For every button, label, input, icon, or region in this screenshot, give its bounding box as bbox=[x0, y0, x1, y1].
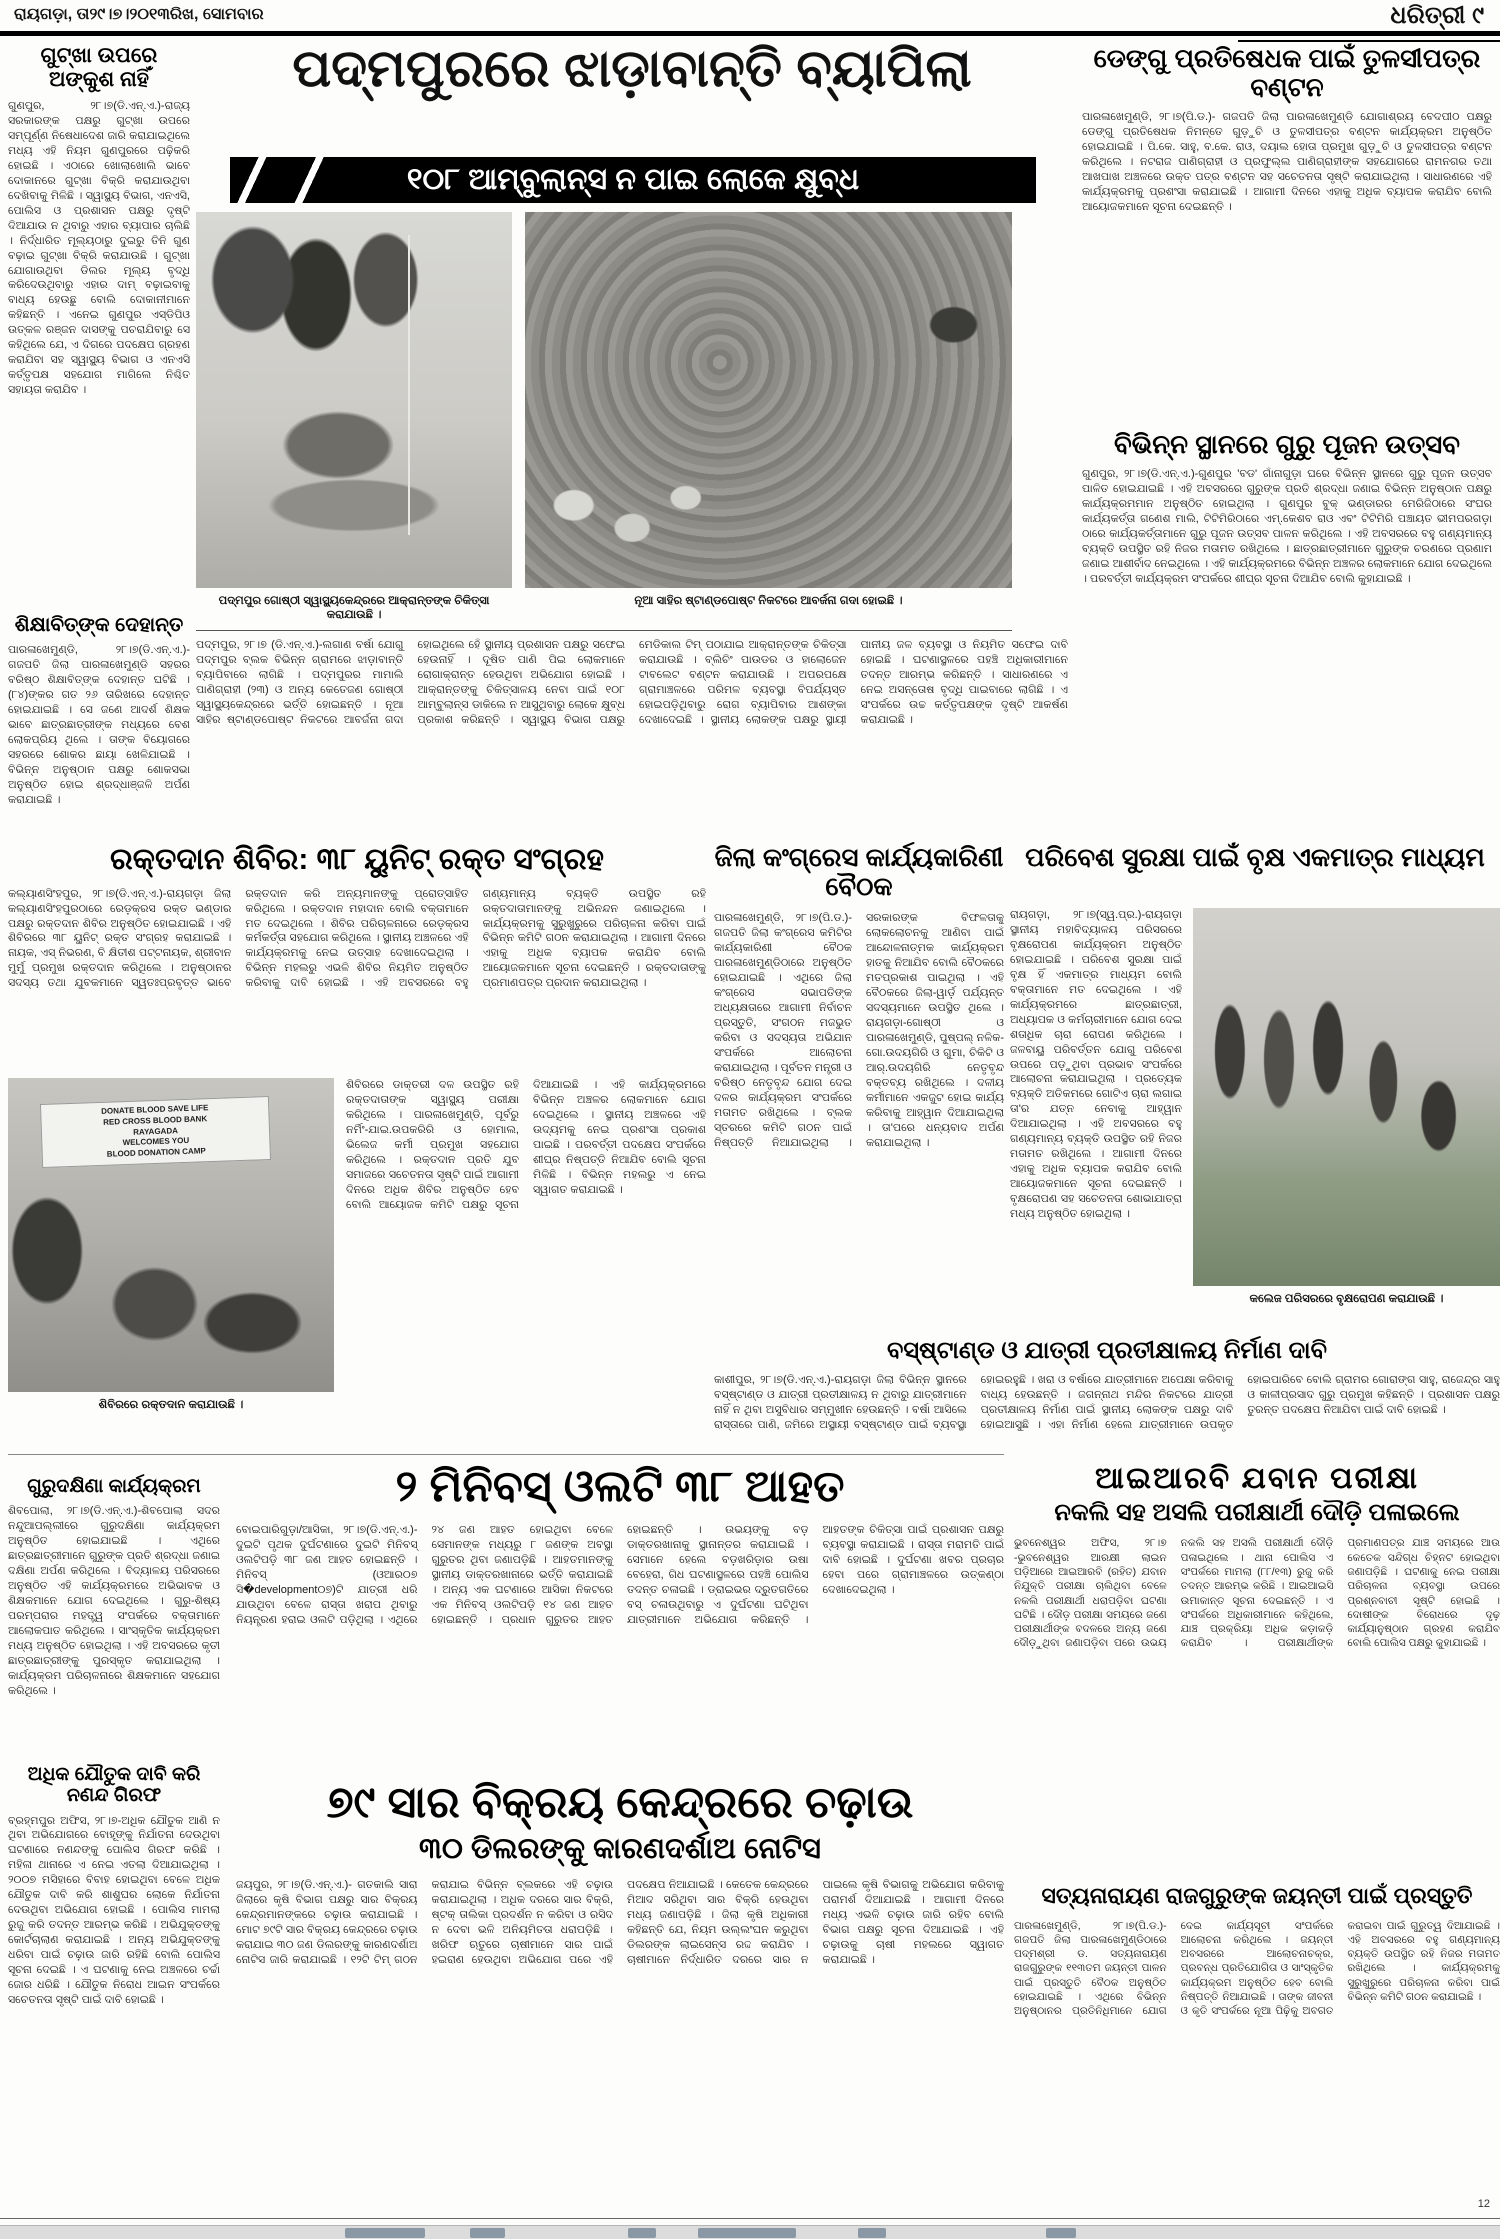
busstand-headline: ବସ୍‌ଷ୍ଟାଣ୍ଡ ଓ ଯାତ୍ରୀ ପ୍ରତୀକ୍ଷାଳୟ ନିର୍ମାଣ ଦାବି bbox=[887, 1337, 1327, 1364]
guru-pujan-body: ଗୁଣପୁର, ୨୮।୭(ଡି.ଏନ୍.ଏ.)-ଗୁଣପୁର 'ବଡ' ଗାଁନାଗୁଡ଼ା ଘରେ ବିଭିନ୍ନ ସ୍ଥାନରେ ଗୁରୁ ପୂଜନ ଉତ୍ସବ ପାଳିତ ହୋଇଯାଇଛି । ଏହି ଅବସରରେ ଗୁରୁଙ୍କ ପ୍ରତି ଶ୍ରଦ୍ଧା ଜଣାଇ ବିଭିନ୍ନ ଅନୁଷ୍ଠାନ ପକ୍ଷରୁ କାର୍ଯ୍ୟକ୍ରମମାନ ଅନୁଷ୍ଠିତ ହୋଇଥିଲା । ଗୁଣପୁର ବୁକ୍ ଭଣ୍ଡାରର ମେରିଜିଠାରେ ସଂଘର କାର୍ଯ୍ୟକର୍ତ୍ତା ଗଣେଶ ମାଲି, ଟିଟିମିରିଠାରେ ଏମ୍.କେଶବ ରାଓ ଏବଂ ଟିଟିମିରି ପଞ୍ଚାୟତ ଭୀମପରଗଡ଼ା ଠାରେ କାର୍ଯ୍ୟକର୍ତ୍ତାମାନେ ଗୁରୁ ପୂଜନ ଉତ୍ସବ ପାଳନ କରିଥିଲେ । ଏହି ଅବସରରେ ବହୁ ଗଣ୍ୟମାନ୍ୟ ବ୍ୟକ୍ତି ଉପସ୍ଥିତ ରହି ନିଜର ମତାମତ ରଖିଥିଲେ । ଛାତ୍ରଛାତ୍ରୀମାନେ ଗୁରୁଙ୍କ ଚରଣରେ ପ୍ରଣାମ ଜଣାଇ ଆଶୀର୍ବାଦ ନେଇଥିଲେ । ଏହି କାର୍ଯ୍ୟକ୍ରମରେ ବିଭିନ୍ନ ଅଞ୍ଚଳର ଲୋକମାନେ ଯୋଗ ଦେଇଥିଲେ । ପରବର୍ତ୍ତୀ କାର୍ଯ୍ୟକ୍ରମ ସଂପର୍କରେ ଶୀଘ୍ର ସୂଚନା ଦିଆଯିବ ବୋଲି କୁହାଯାଇଛି । bbox=[1082, 468, 1492, 585]
bottom-scrollbar[interactable] bbox=[0, 2225, 1500, 2239]
banner-stripes-decoration bbox=[230, 157, 340, 203]
blood-camp-body-side: ଶିବିରରେ ଡାକ୍ତରୀ ଦଳ ଉପସ୍ଥିତ ରହି ରକ୍ତଦାତାଙ୍କ ସ୍ୱାସ୍ଥ୍ୟ ପରୀକ୍ଷା କରିଥିଲେ । ପାରଳାଖେମୁଣ୍ଡି, ପୂର୍ବରୁ ନର୍ମିଂ-ଯାଇ.ଉପକରିରି ଓ ହୋମାଲ, ଭିଲେଜ କର୍ମୀ ପ୍ରମୁଖ ସହଯୋଗ କରିଥିଲେ । ରକ୍ତଦାନ ପ୍ରତି ଯୁବ ସମାଜରେ ସଚେତନତା ସୃଷ୍ଟି ପାଇଁ ଆଗାମୀ ଦିନରେ ଅଧିକ ଶିବିର ଅନୁଷ୍ଠିତ ହେବ ବୋଲି ଆୟୋଜକ କମିଟି ପକ୍ଷରୁ ସୂଚନା ଦିଆଯାଇଛି । ଏହି କାର୍ଯ୍ୟକ୍ରମରେ ବିଭିନ୍ନ ଅଞ୍ଚଳର ଲୋକମାନେ ଯୋଗ ଦେଇଥିଲେ । ସ୍ଥାନୀୟ ଅଞ୍ଚଳରେ ଏହି ଉଦ୍ୟମକୁ ନେଇ ପ୍ରଶଂସା ପ୍ରକାଶ ପାଇଛି । ପରବର୍ତ୍ତୀ ପଦକ୍ଷେପ ସଂପର୍କରେ ଶୀଘ୍ର ନିଷ୍ପତ୍ତି ନିଆଯିବ ବୋଲି ସୂଚନା ମିଳିଛି । ବିଭିନ୍ନ ମହଲରୁ ଏ ନେଇ ସ୍ୱାଗତ କରାଯାଇଛି । bbox=[346, 1079, 706, 1211]
article-dengue bbox=[1082, 44, 1492, 426]
fertilizer-body: ଜୟପୁର, ୨୮।୭(ଡି.ଏନ୍.ଏ.)- ଗତକାଲି ସାରା ଜିଲାରେ କୃଷି ବିଭାଗ ପକ୍ଷରୁ ସାର ବିକ୍ରୟ କେନ୍ଦ୍ରମାନଙ୍କରେ ଚଢ଼ାଉ କରାଯାଇଛି । ମୋଟ ୭୯ଟି ସାର ବିକ୍ରୟ କେନ୍ଦ୍ରରେ ଚଢ଼ାଉ କରାଯାଇ ୩୦ ଜଣ ଡିଲରଙ୍କୁ କାରଣଦର୍ଶାଅ ନୋଟିସ ଜାରି କରାଯାଇଛି । ୧୨ଟି ଟିମ୍ ଗଠନ କରାଯାଇ ବିଭିନ୍ନ ବ୍ଲକରେ ଏହି ଚଢ଼ାଉ କରାଯାଇଥିଲା । ଅଧିକ ଦରରେ ସାର ବିକ୍ରି, ଷ୍ଟକ୍ ତାଲିକା ପ୍ରଦର୍ଶନ ନ କରିବା ଓ ରସିଦ ନ ଦେବା ଭଳି ଅନିୟମିତତା ଧରାପଡ଼ିଛି । ଖରିଫ ଋତୁରେ ଚାଷୀମାନେ ସାର ପାଇଁ ହଇରାଣ ହେଉଥିବା ଅଭିଯୋଗ ପରେ ଏହି ପଦକ୍ଷେପ ନିଆଯାଇଛି । କେତେକ କେନ୍ଦ୍ରରେ ମିଆଦ ସରିଥିବା ସାର ବିକ୍ରି ହେଉଥିବା ମଧ୍ୟ ଜଣାପଡ଼ିଛି । ଜିଲା କୃଷି ଅଧିକାରୀ କହିଛନ୍ତି ଯେ, ନିୟମ ଉଲ୍ଲଂଘନ କରୁଥିବା ଡିଲରଙ୍କ ଲାଇସେନ୍ସ ରଦ୍ଦ କରାଯିବ । ଚାଷୀମାନେ ନିର୍ଦ୍ଧାରିତ ଦରରେ ସାର ନ ପାଇଲେ କୃଷି ବିଭାଗକୁ ଅଭିଯୋଗ କରିବାକୁ ପରାମର୍ଶ ଦିଆଯାଇଛି । ଆଗାମୀ ଦିନରେ ମଧ୍ୟ ଏଭଳି ଚଢ଼ାଉ ଜାରି ରହିବ ବୋଲି ବିଭାଗ ପକ୍ଷରୁ ସୂଚନା ଦିଆଯାଇଛି । ଏହି ଚଢ଼ାଉକୁ ଚାଷୀ ମହଲରେ ସ୍ୱାଗତ କରାଯାଇଛି । bbox=[236, 1878, 1004, 1966]
main-banner bbox=[230, 157, 1036, 203]
masthead-brand: ଧରିତ୍ରୀ ୯ bbox=[1390, 2, 1484, 29]
dengue-body: ପାରଳାଖେମୁଣ୍ଡି, ୨୮।୭(ପି.ଡ.)- ଗଜପତି ଜିଲା ପାରଳାଖେମୁଣ୍ଡି ଯୋଗାଶ୍ରୟ ବେଦପୀଠ ପକ୍ଷରୁ ଡେଙ୍ଗୁ ପ୍ରତିଷେଧକ ନିମନ୍ତେ ଗୁଡ଼ୁଚି ଓ ତୁଳସୀପତ୍ର ବଣ୍ଟନ କାର୍ଯ୍ୟକ୍ରମ ଅନୁଷ୍ଠିତ ହୋଇଯାଇଛି । ପି.କେ. ସାହୁ, ବ.କେ. ରାଓ, ଦୟାଲ ହୋତା ପ୍ରମୁଖ ଗୁଡ଼ୁଚି ଓ ତୁଳସୀପତ୍ର ବଣ୍ଟନ କରିଥିଲେ । ନଟରାଜ ପାଣିଗ୍ରାହୀ ଓ ପ୍ରଫୁଲ୍ଲ ପାଣିଗ୍ରାହୀଙ୍କ ସହଯୋଗରେ ରାମନଗର ତଥା ଆଖପାଖ ଅଞ୍ଚଳରେ ଉକ୍ତ ପତ୍ର ବଣ୍ଟନ ସହ ସଚେତନତା ସୃଷ୍ଟି କରାଯାଇଥିଲା । ସାଧାରଣରେ ଏହି କାର୍ଯ୍ୟକ୍ରମକୁ ପ୍ରଶଂସା କରାଯାଇଛି । ଆଗାମୀ ଦିନରେ ଏହାକୁ ଅଧିକ ବ୍ୟାପକ କରାଯିବ ବୋଲି ଆୟୋଜକମାନେ ସୂଚନା ଦେଇଛନ୍ତି । bbox=[1082, 111, 1492, 213]
gurudakshina-body: ଶିବପୋଲା, ୨୮।୭(ଡି.ଏନ୍.ଏ.)-ଶିବପୋଲା ସଦର ନନ୍ଦୁଆପଲ୍ଲୀରେ ଗୁରୁଦକ୍ଷିଣା କାର୍ଯ୍ୟକ୍ରମ ଅନୁଷ୍ଠିତ ହୋଇଯାଇଛି । ଏଥିରେ ଛାତ୍ରଛାତ୍ରୀମାନେ ଗୁରୁଙ୍କ ପ୍ରତି ଶ୍ରଦ୍ଧା ଜଣାଇ ଦକ୍ଷିଣା ଅର୍ପଣ କରିଥିଲେ । ବିଦ୍ୟାଳୟ ପରିସରରେ ଅନୁଷ୍ଠିତ ଏହି କାର୍ଯ୍ୟକ୍ରମରେ ଅଭିଭାବକ ଓ ଶିକ୍ଷକମାନେ ଯୋଗ ଦେଇଥିଲେ । ଗୁରୁ-ଶିଷ୍ୟ ପରମ୍ପରାର ମହତ୍ତ୍ୱ ସଂପର୍କରେ ବକ୍ତାମାନେ ଆଲୋକପାତ କରିଥିଲେ । ସାଂସ୍କୃତିକ କାର୍ଯ୍ୟକ୍ରମ ମଧ୍ୟ ଅନୁଷ୍ଠିତ ହୋଇଥିଲା । ଏହି ଅବସରରେ କୃତୀ ଛାତ୍ରଛାତ୍ରୀଙ୍କୁ ପୁରସ୍କୃତ କରାଯାଇଥିଲା । କାର୍ଯ୍ୟକ୍ରମ ପରିଚାଳନାରେ ଶିକ୍ଷକମାନେ ସହଯୋଗ କରିଥିଲେ । bbox=[8, 1505, 220, 1697]
photo-treatment bbox=[196, 212, 512, 588]
article-congress bbox=[714, 843, 1004, 1333]
main-headline: ପଦ୍ମପୁରରେ ଝାଡ଼ାବାନ୍ତି ବ୍ୟାପିଲା bbox=[292, 40, 972, 98]
congress-headline: ଜିଲା କଂଗ୍ରେସ କାର୍ଯ୍ୟକାରିଣୀ ବୈଠକ bbox=[714, 842, 1004, 902]
article-blood-camp bbox=[8, 843, 706, 1075]
blood-camp-body: କଲ୍ୟାଣସିଂହପୁର, ୨୮।୭(ଡି.ଏନ୍.ଏ.)-ରାୟଗଡ଼ା ଜିଲା କଲ୍ୟାଣସିଂହପୁରଠାରେ ରେଡ଼କ୍ରସ ରକ୍ତ ଭଣ୍ଡାର ପକ୍ଷରୁ ରକ୍ତଦାନ ଶିବିର ଅନୁଷ୍ଠିତ ହୋଇଯାଇଛି । ଏହି ଶିବିରରେ ୩୮ ୟୁନିଟ୍ ରକ୍ତ ସଂଗ୍ରହ କରାଯାଇଛି । ନାୟକ, ଏସ୍ ନିଭରଣ, ବି କ୍ଷିତୀଶ ପଟ୍ଟନାୟକ, ଶ୍ରୀବାନ ମୁର୍ମୁ ପ୍ରମୁଖ ରକ୍ତଦାନ କରିଥିଲେ । ଅନୁଷ୍ଠାନର ସଦସ୍ୟ ତଥା ଯୁବକମାନେ ସ୍ୱତଃପ୍ରବୃତ୍ତ ଭାବେ ରକ୍ତଦାନ କରି ଅନ୍ୟମାନଙ୍କୁ ପ୍ରୋତ୍ସାହିତ କରିଥିଲେ । ରକ୍ତଦାନ ମହାଦାନ ବୋଲି ବକ୍ତାମାନେ ମତ ଦେଇଥିଲେ । ଶିବିର ପରିଚାଳନାରେ ରେଡ଼କ୍ରସ କର୍ମକର୍ତ୍ତା ସହଯୋଗ କରିଥିଲେ । ସ୍ଥାନୀୟ ଅଞ୍ଚଳରେ ଏହି କାର୍ଯ୍ୟକ୍ରମକୁ ନେଇ ଉତ୍ସାହ ଦେଖାଦେଇଥିଲା । ବିଭିନ୍ନ ମହଲରୁ ଏଭଳି ଶିବିର ନିୟମିତ ଅନୁଷ୍ଠିତ କରିବାକୁ ଦାବି ହୋଇଛି । ଏହି ଅବସରରେ ବହୁ ଗଣ୍ୟମାନ୍ୟ ବ୍ୟକ୍ତି ଉପସ୍ଥିତ ରହି ରକ୍ତଦାତାମାନଙ୍କୁ ଅଭିନନ୍ଦନ ଜଣାଇଥିଲେ । କାର୍ଯ୍ୟକ୍ରମକୁ ସୁରୁଖୁରୁରେ ପରିଚାଳନା କରିବା ପାଇଁ ବିଭିନ୍ନ କମିଟି ଗଠନ କରାଯାଇଥିଲା । ଆଗାମୀ ଦିନରେ ଏହାକୁ ଅଧିକ ବ୍ୟାପକ କରାଯିବ ବୋଲି ଆୟୋଜକମାନେ ସୂଚନା ଦେଇଛନ୍ତି । ରକ୍ତଦାତାଙ୍କୁ ପ୍ରମାଣପତ୍ର ପ୍ରଦାନ କରାଯାଇଥିଲା । bbox=[8, 887, 706, 990]
busstand-body: କାଶୀପୁର, ୨୮।୭(ଡି.ଏନ୍.ଏ.)-ରାୟଗଡ଼ା ଜିଲା ବିଭିନ୍ନ ସ୍ଥାନରେ ବସ୍‌ଷ୍ଟାଣ୍ଡ ଓ ଯାତ୍ରୀ ପ୍ରତୀକ୍ଷାଳୟ ନ ଥିବାରୁ ଯାତ୍ରୀମାନେ ନାହିଁ ନ ଥିବା ଅସୁବିଧାର ସମ୍ମୁଖୀନ ହେଉଛନ୍ତି । ବର୍ଷା ଆସିଲେ ରାସ୍ତାରେ ପାଣି, ଜମିରେ ଅସ୍ଥାୟୀ ବସ୍‌ଷ୍ଟାଣ୍ଡ ପାଇଁ ବ୍ୟବସ୍ଥା ହୋଇରହୁଛି । ଖରା ଓ ବର୍ଷାରେ ଯାତ୍ରୀମାନେ ଅପେକ୍ଷା କରିବାକୁ ବାଧ୍ୟ ହେଉଛନ୍ତି । ଜଗନ୍ନାଥ ମନ୍ଦିର ନିକଟରେ ଯାତ୍ରୀ ପ୍ରତୀକ୍ଷାଳୟ ନିର୍ମାଣ ପାଇଁ ସ୍ଥାନୀୟ ଲୋକଙ୍କ ପକ୍ଷରୁ ଦାବି ହୋଇଆସୁଛି । ଏହା ନିର୍ମାଣ ହେଲେ ଯାତ୍ରୀମାନେ ଉପକୃତ ହୋଇପାରିବେ ବୋଲି ଗ୍ରାମର ଗୋରାଙ୍ଗ ସାହୁ, ରାଜେନ୍ଦ୍ର ସାହୁ ଓ କାଳୀପ୍ରସାଦ ଗୁରୁ ପ୍ରମୁଖ କହିଛନ୍ତି । ପ୍ରଶାସନ ପକ୍ଷରୁ ତୁରନ୍ତ ପଦକ୍ଷେପ ନିଆଯିବା ପାଇଁ ଦାବି ହୋଇଛି । bbox=[714, 1373, 1500, 1431]
banner-line: RED CROSS BLOOD BANK bbox=[102, 1113, 207, 1127]
main-body: ପଦ୍ମପୁର, ୨୮।୭ (ଡି.ଏନ୍.ଏ.)-ଲଗାଣ ବର୍ଷା ଯୋଗୁ ପଦ୍ମପୁର ବ୍ଲକ ବିଭିନ୍ନ ଗ୍ରାମରେ ଝାଡ଼ାବାନ୍ତି ବ୍ୟାପିବାରେ ଲାଗିଛି । ପଦ୍ମପୁରର ମାମାଲି ପାଣିଗ୍ରାହୀ (୨୩) ଓ ଅନ୍ୟ କେତେଜଣ ଗୋଷ୍ଠୀ ସ୍ୱାସ୍ଥ୍ୟକେନ୍ଦ୍ରରେ ଭର୍ତ୍ତି ହୋଇଛନ୍ତି । ନୂଆ ସାହିର ଷ୍ଟାଣ୍ଡପୋଷ୍ଟ ନିକଟରେ ଆବର୍ଜନା ଗଦା ହୋଇଥିଲେ ହେଁ ସ୍ଥାନୀୟ ପ୍ରଶାସନ ପକ୍ଷରୁ ସଫେଇ ହେଉନାହିଁ । ଦୂଷିତ ପାଣି ପିଇ ଲୋକମାନେ ରୋଗାକ୍ରାନ୍ତ ହେଉଥିବା ଅଭିଯୋଗ ହୋଇଛି । ଆକ୍ରାନ୍ତଙ୍କୁ ଚିକିତ୍ସାଳୟ ନେବା ପାଇଁ ୧୦୮ ଆମ୍ବୁଲାନ୍ସ ଡାକିଲେ ନ ଆସୁଥିବାରୁ ଲୋକେ କ୍ଷୁବ୍ଧ ପ୍ରକାଶ କରିଛନ୍ତି । ସ୍ୱାସ୍ଥ୍ୟ ବିଭାଗ ପକ୍ଷରୁ ମେଡିକାଲ ଟିମ୍ ପଠାଯାଇ ଆକ୍ରାନ୍ତଙ୍କ ଚିକିତ୍ସା କରାଯାଉଛି । ବ୍ଲିଚିଂ ପାଉଡର ଓ ହାଲୋଜେନ ଟାବଲେଟ ବଣ୍ଟନ କରାଯାଉଛି । ଅପରପକ୍ଷେ ଗ୍ରାମାଞ୍ଚଳରେ ପରିମଳ ବ୍ୟବସ୍ଥା ବିପର୍ଯ୍ୟସ୍ତ ହୋଇପଡ଼ିଥିବାରୁ ରୋଗ ବ୍ୟାପିବାର ଆଶଙ୍କା ଦେଖାଦେଇଛି । ସ୍ଥାନୀୟ ଲୋକଙ୍କ ପକ୍ଷରୁ ସ୍ଥାୟୀ ପାନୀୟ ଜଳ ବ୍ୟବସ୍ଥା ଓ ନିୟମିତ ସଫେଇ ଦାବି ହୋଇଛି । ଘଟଣାସ୍ଥଳରେ ପହଞ୍ଚି ଅଧିକାରୀମାନେ ତଦନ୍ତ ଆରମ୍ଭ କରିଛନ୍ତି । ସାଧାରଣରେ ଏ ନେଇ ଅସନ୍ତୋଷ ବୃଦ୍ଧି ପାଇବାରେ ଲାଗିଛି । ଏ ସଂପର୍କରେ ଉଚ୍ଚ କର୍ତ୍ତୃପକ୍ଷଙ୍କ ଦୃଷ୍ଟି ଆକର୍ଷଣ କରାଯାଇଛି । bbox=[196, 639, 1068, 726]
caption-tree-planting: କଲେଜ ପରିସରରେ ବୃକ୍ଷରୋପଣ କରାଯାଉଛି । bbox=[1249, 1293, 1444, 1305]
blood-camp-side-text bbox=[346, 1078, 706, 1422]
scrollbar-thumb[interactable] bbox=[698, 2228, 796, 2238]
irb-headline: ଆଇଆରବି ଯବାନ ପରୀକ୍ଷା bbox=[1095, 1462, 1419, 1495]
article-guru-pujan bbox=[1082, 430, 1492, 834]
obituary-headline: ଶିକ୍ଷାବିତ୍‌ଙ୍କ ଦେହାନ୍ତ bbox=[14, 614, 184, 636]
minibus-body: ବୋଇପାରିଗୁଡ଼ା/ଆସିକା, ୨୮।୭(ଡି.ଏନ୍.ଏ.)-ଦୁଇଟି ପୃଥକ ଦୁର୍ଘଟଣାରେ ଦୁଇଟି ମିନିବସ୍ ଓଲଟିପଡ଼ି ୩୮ ଜଣ ଆହତ ହୋଇଛନ୍ତି । ମିନିବସ୍ (ଓଆର୦୭ ସି�development୦୭)ଟି ଯାତ୍ରୀ ଧରି ଯାଉଥିବା ବେଳେ ରାସ୍ତା ଖରାପ ଥିବାରୁ ନିୟନ୍ତ୍ରଣ ହରାଇ ଓଲଟି ପଡ଼ିଥିଲା । ଏଥିରେ ୨୪ ଜଣ ଆହତ ହୋଇଥିବା ବେଳେ ସେମାନଙ୍କ ମଧ୍ୟରୁ ୮ ଜଣଙ୍କ ଅବସ୍ଥା ଗୁରୁତର ଥିବା ଜଣାପଡ଼ିଛି । ଆହତମାନଙ୍କୁ ସ୍ଥାନୀୟ ଡାକ୍ତରଖାନାରେ ଭର୍ତ୍ତି କରାଯାଇଛି । ଅନ୍ୟ ଏକ ଘଟଣାରେ ଆସିକା ନିକଟରେ ଏକ ମିନିବସ୍ ଓଲଟିପଡ଼ି ୧୪ ଜଣ ଆହତ ହୋଇଛନ୍ତି । ପ୍ରଧାନ ଗୁରୁତର ଆହତ ହୋଇଛନ୍ତି । ଉଭୟଙ୍କୁ ବଡ଼ ଡାକ୍ତରଖାନାକୁ ସ୍ଥାନାନ୍ତର କରାଯାଇଛି । ସେମାନେ ହେଲେ ବଡ଼ଖରିଡ଼ାର ଉଷା ବେହେରା, ଗିଧ ଘଟଣାସ୍ଥଳରେ ପହଞ୍ଚି ପୋଲିସ ତଦନ୍ତ ଚଳାଇଛି । ଡ୍ରାଇଭର ଦ୍ରୁତଗତିରେ ବସ୍ ଚଳାଉଥିବାରୁ ଏ ଦୁର୍ଘଟଣା ଘଟିଥିବା ଯାତ୍ରୀମାନେ ଅଭିଯୋଗ କରିଛନ୍ତି । ଆହତଙ୍କ ଚିକିତ୍ସା ପାଇଁ ପ୍ରଶାସନ ପକ୍ଷରୁ ବ୍ୟବସ୍ଥା କରାଯାଇଛି । ରାସ୍ତା ମରାମତି ପାଇଁ ଦାବି ହୋଇଛି । ଦୁର୍ଘଟଣା ଖବର ପ୍ରଚାର ହେବା ପରେ ଗ୍ରାମାଞ୍ଚଳରେ ଉତ୍କଣ୍ଠା ଦେଖାଦେଇଥିଲା । bbox=[236, 1524, 1004, 1626]
article-satyanarayan bbox=[1014, 1884, 1500, 2212]
dengue-headline: ଡେଙ୍ଗୁ ପ୍ରତିଷେଧକ ପାଇଁ ତୁଳସୀପତ୍ର ବଣ୍ଟନ bbox=[1093, 43, 1481, 103]
main-banner-text: ୧୦୮ ଆମ୍ବୁଲାନ୍ସ ନ ପାଇ ଲୋକେ କ୍ଷୁବ୍ଧ bbox=[406, 163, 860, 196]
fertilizer-headline: ୭୯ ସାର ବିକ୍ରୟ କେନ୍ଦ୍ରରେ ଚଢ଼ାଉ bbox=[326, 1778, 914, 1827]
article-fertilizer bbox=[236, 1778, 1004, 2212]
irb-subheadline: ନକଲି ସହ ଅସଲି ପରୀକ୍ଷାର୍ଥୀ ଦୌଡ଼ି ପଳାଇଲେ bbox=[1054, 1498, 1460, 1526]
blood-camp-headline: ରକ୍ତଦାନ ଶିବିର: ୩୮ ୟୁନିଟ୍ ରକ୍ତ ସଂଗ୍ରହ bbox=[110, 843, 604, 876]
article-environment-body bbox=[1010, 908, 1182, 1328]
caption-treatment: ପଦ୍ମପୁର ଗୋଷ୍ଠୀ ସ୍ୱାସ୍ଥ୍ୟକେନ୍ଦ୍ରରେ ଆକ୍ରାନ୍ତଙ୍କ ଚିକିତ୍ସା କରାଯାଉଛି । bbox=[218, 595, 490, 622]
article-minibus bbox=[236, 1462, 1004, 1762]
satyanarayan-headline: ସତ୍ୟନାରାୟଣ ରାଜଗୁରୁଙ୍କ ଜୟନ୍ତୀ ପାଇଁ ପ୍ରସ୍ତୁତି bbox=[1041, 1883, 1473, 1908]
article-gutkha bbox=[8, 44, 190, 612]
congress-body: ପାରଳାଖେମୁଣ୍ଡି, ୨୮।୭(ପି.ଡ.)- ଗଜପତି ଜିଲା କଂଗ୍ରେସ କମିଟିର କାର୍ଯ୍ୟକାରିଣୀ ବୈଠକ ପାରଳାଖେମୁଣ୍ଡିଠାରେ ଅନୁଷ୍ଠିତ ହୋଇଯାଇଛି । ଏଥିରେ ଜିଲା କଂଗ୍ରେସ ସଭାପତିଙ୍କ ଅଧ୍ୟକ୍ଷତାରେ ଆଗାମୀ ନିର୍ବାଚନ ପ୍ରସ୍ତୁତି, ସଂଗଠନ ମଜଭୁତ କରିବା ଓ ସଦସ୍ୟତା ଅଭିଯାନ ସଂପର୍କରେ ଆଲୋଚନା କରାଯାଇଥିଲା । ପୂର୍ବତନ ମନ୍ତ୍ରୀ ଓ ବରିଷ୍ଠ ନେତୃବୃନ୍ଦ ଯୋଗ ଦେଇ ଦଳର କାର୍ଯ୍ୟକ୍ରମ ସଂପର୍କରେ ମତାମତ ରଖିଥିଲେ । ବ୍ଲକ ସ୍ତରରେ କମିଟି ଗଠନ ପାଇଁ ନିଷ୍ପତ୍ତି ନିଆଯାଇଥିଲା । ସରକାରଙ୍କ ବିଫଳତାକୁ ଲୋକଲୋଚନକୁ ଆଣିବା ପାଇଁ ଆନ୍ଦୋଳନାତ୍ମକ କାର୍ଯ୍ୟକ୍ରମ ହାତକୁ ନିଆଯିବ ବୋଲି ବୈଠକରେ ମତପ୍ରକାଶ ପାଇଥିଲା । ଏହି ବୈଠକରେ ଜିଲା-ୱାର୍ଡ଼ ପର୍ଯ୍ୟନ୍ତ ସଦସ୍ୟମାନେ ଉପସ୍ଥିତ ଥିଲେ । ରାୟଗଡ଼ା-ଗୋଷ୍ଠୀ ଓ ପାରଳାଖେମୁଣ୍ଡି, ପୁଷ୍ପଲ୍ ନଳିକ-ଗୋ.ଉଦୟଗିରି ଓ ଗୁମା, ଚିକିଟି ଓ ଆର୍.ଉଦୟଗିରି ନେତୃବୃନ୍ଦ ବକ୍ତବ୍ୟ ରଖିଥିଲେ । ଦଳୀୟ କର୍ମୀମାନେ ଏକଜୁଟ ହୋଇ କାର୍ଯ୍ୟ କରିବାକୁ ଆହ୍ୱାନ ଦିଆଯାଇଥିଲା । ତା'ପରେ ଧନ୍ୟବାଦ ଅର୍ପଣ କରାଯାଇଥିଲା । bbox=[714, 912, 1004, 1149]
caption-blood-camp: ଶିବିରରେ ରକ୍ତଦାନ କରାଯାଉଛି । bbox=[98, 1399, 244, 1411]
obituary-body: ପାରଳାଖେମୁଣ୍ଡି, ୨୮।୭(ଡି.ଏନ୍.ଏ.)- ଗଜପତି ଜିଲା ପାରଳାଖେମୁଣ୍ଡି ସହରର ବରିଷ୍ଠ ଶିକ୍ଷାବିତ୍‌ଙ୍କ ଦେହାନ୍ତ ଘଟିଛି । (୮୪)ଙ୍କର ଗତ ୨୬ ତାରିଖରେ ଦେହାନ୍ତ ହୋଇଯାଇଛି । ସେ ଜଣେ ଆଦର୍ଶ ଶିକ୍ଷକ ଭାବେ ଛାତ୍ରଛାତ୍ରୀଙ୍କ ମଧ୍ୟରେ ବେଶ ଲୋକପ୍ରିୟ ଥିଲେ । ତାଙ୍କ ବିୟୋଗରେ ସହରରେ ଶୋକର ଛାୟା ଖେଳିଯାଇଛି । ବିଭିନ୍ନ ଅନୁଷ୍ଠାନ ପକ୍ଷରୁ ଶୋକସଭା ଅନୁଷ୍ଠିତ ହୋଇ ଶ୍ରଦ୍ଧାଞ୍ଜଳି ଅର୍ପଣ କରାଯାଇଛି । bbox=[8, 644, 190, 806]
blood-camp-photo-banner bbox=[40, 1096, 271, 1168]
article-busstand bbox=[714, 1338, 1500, 1456]
page-number: 12 bbox=[1477, 2198, 1490, 2210]
gurudakshina-headline: ଗୁରୁଦକ୍ଷିଣା କାର୍ଯ୍ୟକ୍ରମ bbox=[27, 1476, 201, 1497]
satyanarayan-body: ପାରଳାଖେମୁଣ୍ଡି, ୨୮।୭(ପି.ଡ.)- ଗଜପତି ଜିଲା ପାରଳାଖେମୁଣ୍ଡିଠାରେ ପଦ୍ମଶ୍ରୀ ଡ. ସତ୍ୟନାରାୟଣ ରାଜଗୁରୁଙ୍କ ୧୧୩ତମ ଜୟନ୍ତୀ ପାଳନ ପାଇଁ ପ୍ରସ୍ତୁତି ବୈଠକ ଅନୁଷ୍ଠିତ ହୋଇଯାଇଛି । ଏଥିରେ ବିଭିନ୍ନ ଅନୁଷ୍ଠାନର ପ୍ରତିନିଧିମାନେ ଯୋଗ ଦେଇ କାର୍ଯ୍ୟସୂଚୀ ସଂପର୍କରେ ଆଲୋଚନା କରିଥିଲେ । ଜୟନ୍ତୀ ଅବସରରେ ଆଲୋଚନାଚକ୍ର, ପ୍ରବନ୍ଧ ପ୍ରତିଯୋଗିତା ଓ ସାଂସ୍କୃତିକ କାର୍ଯ୍ୟକ୍ରମ ଅନୁଷ୍ଠିତ ହେବ ବୋଲି ନିଷ୍ପତ୍ତି ନିଆଯାଇଛି । ତାଙ୍କ ଜୀବନୀ ଓ କୃତି ସଂପର୍କରେ ନୂଆ ପିଢ଼ିକୁ ଅବଗତ କରାଇବା ପାଇଁ ଗୁରୁତ୍ୱ ଦିଆଯାଇଛି । ଏହି ଅବସରରେ ବହୁ ଗଣ୍ୟମାନ୍ୟ ବ୍ୟକ୍ତି ଉପସ୍ଥିତ ରହି ନିଜର ମତାମତ ରଖିଥିଲେ । କାର୍ଯ୍ୟକ୍ରମକୁ ସୁରୁଖୁରୁରେ ପରିଚାଳନା କରିବା ପାଇଁ ବିଭିନ୍ନ କମିଟି ଗଠନ କରାଯାଇଛି । bbox=[1014, 1919, 1500, 2018]
photo-tree-planting bbox=[1193, 908, 1500, 1286]
bottom-rule bbox=[0, 2218, 1500, 2219]
masthead-rule bbox=[0, 31, 1500, 36]
dowry-body: ବ୍ରହ୍ମପୁର ଅଫିସ, ୨୮।୭-ଅଧିକ ଯୌତୁକ ଆଣି ନ ଥିବା ଅଭିଯୋଗରେ ବୋହୂଙ୍କୁ ନିର୍ଯାତନା ଦେଉଥିବା ଘଟଣାରେ ନଣନ୍ଦଙ୍କୁ ପୋଲିସ ଗିରଫ କରିଛି । ମହିଳା ଥାନାରେ ଏ ନେଇ ଏତଲା ଦିଆଯାଇଥିଲା । ୨୦୦୭ ମସିହାରେ ବିବାହ ହୋଇଥିବା ବେଳେ ଅଧିକ ଯୌତୁକ ଦାବି କରି ଶାଶୁଘର ଲୋକେ ନିର୍ଯାତନା ଦେଉଥିବା ଅଭିଯୋଗ ହୋଇଛି । ପୋଲିସ ମାମଲା ରୁଜୁ କରି ତଦନ୍ତ ଆରମ୍ଭ କରିଛି । ଅଭିଯୁକ୍ତଙ୍କୁ କୋର୍ଟଚାଲାଣ କରାଯାଇଛି । ଅନ୍ୟ ଅଭିଯୁକ୍ତଙ୍କୁ ଧରିବା ପାଇଁ ଚଢ଼ାଉ ଜାରି ରହିଛି ବୋଲି ପୋଲିସ ସୂଚନା ଦେଇଛି । ଏ ଘଟଣାକୁ ନେଇ ଅଞ୍ଚଳରେ ଚର୍ଚ୍ଚା ଜୋର ଧରିଛି । ଯୌତୁକ ନିରୋଧ ଆଇନ ସଂପର୍କରେ ସଚେତନତା ସୃଷ୍ଟି ପାଇଁ ଦାବି ହୋଇଛି । bbox=[8, 1814, 220, 2006]
masthead-rule-right bbox=[1238, 40, 1500, 42]
banner-line: DONATE BLOOD SAVE LIFE bbox=[100, 1103, 209, 1116]
article-environment-head bbox=[1010, 843, 1500, 903]
scrollbar-thumb[interactable] bbox=[1046, 2228, 1076, 2238]
scrollbar-thumb[interactable] bbox=[628, 2228, 656, 2238]
minibus-headline: ୨ ମିନିବସ୍ ଓଲଟି ୩୮ ଆହତ bbox=[395, 1462, 845, 1511]
guru-pujan-headline: ବିଭିନ୍ନ ସ୍ଥାନରେ ଗୁରୁ ପୂଜନ ଉତ୍ସବ bbox=[1114, 429, 1460, 459]
photo-garbage bbox=[525, 212, 1012, 588]
iv-pole-shape bbox=[408, 235, 410, 536]
scrollbar-thumb[interactable] bbox=[858, 2228, 886, 2238]
caption-garbage: ନୂଆ ସାହିର ଷ୍ଟାଣ୍ଡପୋଷ୍ଟ ନିକଟରେ ଆବର୍ଜନା ଗଦା ହୋଇଛି । bbox=[634, 595, 903, 607]
photo-blood-camp bbox=[8, 1078, 334, 1392]
article-main-body bbox=[196, 638, 1068, 834]
environment-headline: ପରିବେଶ ସୁରକ୍ଷା ପାଇଁ ବୃକ୍ଷ ଏକମାତ୍ର ମାଧ୍ୟମ bbox=[1025, 842, 1485, 872]
banner-line: BLOOD DONATION CAMP bbox=[106, 1146, 206, 1159]
scrollbar-thumb[interactable] bbox=[470, 2228, 505, 2238]
fertilizer-subheadline: ୩୦ ଡିଲରଙ୍କୁ କାରଣଦର୍ଶାଅ ନୋଟିସ bbox=[419, 1833, 821, 1866]
banner-line: RAYAGADA bbox=[132, 1125, 178, 1137]
gutkha-body: ଗୁଣପୁର, ୨୮।୭(ଡି.ଏନ୍.ଏ.)-ରାଜ୍ୟ ସରକାରଙ୍କ ପକ୍ଷରୁ ଗୁଟ୍‌ଖା ଉପରେ ସମ୍ପୂର୍ଣ୍ଣ ନିଷେଧାଦେଶ ଜାରି କରାଯାଇଥିଲେ ମଧ୍ୟ ଏହି ନିୟମ ଗୁଣପୁରରେ ପଢ଼ିକରି ହୋଇଛି । ଏଠାରେ ଖୋଲାଖୋଲି ଭାବେ ଦୋକାନରେ ଗୁଟ୍‌ଖା ବିକ୍ରି କରାଯାଉଥିବା ଦେଖିବାକୁ ମିଳିଛି । ସ୍ୱାସ୍ଥ୍ୟ ବିଭାଗ, ଏନଏସି, ପୋଲିସ ଓ ପ୍ରଶାସନ ପକ୍ଷରୁ ଦୃଷ୍ଟି ଦିଆଯାଉ ନ ଥିବାରୁ ଏହାର ବ୍ୟାପାର ଚାଲିଛି । ନିର୍ଦ୍ଧାରିତ ମୂଲ୍ୟଠାରୁ ଦୁଇରୁ ତିନି ଗୁଣ ବଢ଼ାଇ ଗୁଟ୍‌ଖା ବିକ୍ରି କରାଯାଉଛି । ଗୁଟ୍‌ଖା ଯୋଗାଉଥିବା ଡିଲର ମୂଲ୍ୟ ବୃଦ୍ଧି କରିଦେଉଥିବାରୁ ଏହାର ଦାମ୍ ବଢ଼ାଇବାକୁ ବାଧ୍ୟ ହେଉଛୁ ବୋଲି ଦୋକାନୀମାନେ କହିଛନ୍ତି । ଏନେଇ ଗୁଣପୁର ଏସ୍‌ଡିପିଓ ଉତ୍କଳ ରଞ୍ଜନ ଦାସଙ୍କୁ ପଚରାଯିବାରୁ ସେ କହିଥିଲେ ଯେ, ଏ ଦିଗରେ ପଦକ୍ଷେପ ଗ୍ରହଣ କରାଯିବା ସହ ସ୍ୱାସ୍ଥ୍ୟ ବିଭାଗ ଓ ଏନଏସି କର୍ତ୍ତୃପକ୍ଷ ସହଯୋଗ ମାଗିଲେ ନିଶ୍ଚିତ ସହାୟତା କରାଯିବ । bbox=[8, 100, 190, 397]
dowry-headline: ଅଧିକ ଯୌତୁକ ଦାବି କରି ନଣନ୍ଦ ଗିରଫ bbox=[27, 1764, 201, 1807]
article-irb bbox=[1014, 1462, 1500, 1878]
gutkha-headline: ଗୁଟ୍‌ଖା ଉପରେ ଅଙ୍କୁଶ ନାହିଁ bbox=[40, 44, 158, 91]
scrollbar-thumb[interactable] bbox=[345, 2228, 425, 2238]
caption-rule bbox=[196, 630, 1012, 631]
section-rule bbox=[8, 1454, 1004, 1455]
environment-body: ରାୟଗଡ଼ା, ୨୮।୭(ସ୍ୱ.ପ୍ର.)-ରାୟଗଡ଼ା ସ୍ଥାନୀୟ ମହାବିଦ୍ୟାଳୟ ପରିସରରେ ବୃକ୍ଷରୋପଣ କାର୍ଯ୍ୟକ୍ରମ ଅନୁଷ୍ଠିତ ହୋଇଯାଇଛି । ପରିବେଶ ସୁରକ୍ଷା ପାଇଁ ବୃକ୍ଷ ହିଁ ଏକମାତ୍ର ମାଧ୍ୟମ ବୋଲି ବକ୍ତାମାନେ ମତ ଦେଇଥିଲେ । ଏହି କାର୍ଯ୍ୟକ୍ରମରେ ଛାତ୍ରଛାତ୍ରୀ, ଅଧ୍ୟାପକ ଓ କର୍ମଚାରୀମାନେ ଯୋଗ ଦେଇ ଶତାଧିକ ଚାରା ରୋପଣ କରିଥିଲେ । ଜଳବାୟୁ ପରିବର୍ତ୍ତନ ଯୋଗୁ ପରିବେଶ ଉପରେ ପଡ଼ୁଥିବା ପ୍ରଭାବ ସଂପର୍କରେ ଆଲୋଚନା କରାଯାଇଥିଲା । ପ୍ରତ୍ୟେକ ବ୍ୟକ୍ତି ଅତିକମରେ ଗୋଟିଏ ଚାରା ଲଗାଇ ତା'ର ଯତ୍ନ ନେବାକୁ ଆହ୍ୱାନ ଦିଆଯାଇଥିଲା । ଏହି ଅବସରରେ ବହୁ ଗଣ୍ୟମାନ୍ୟ ବ୍ୟକ୍ତି ଉପସ୍ଥିତ ରହି ନିଜର ମତାମତ ରଖିଥିଲେ । ଆଗାମୀ ଦିନରେ ଏହାକୁ ଅଧିକ ବ୍ୟାପକ କରାଯିବ ବୋଲି ଆୟୋଜକମାନେ ସୂଚନା ଦେଇଛନ୍ତି । ବୃକ୍ଷରୋପଣ ସହ ସଚେତନତା ଶୋଭାଯାତ୍ରା ମଧ୍ୟ ଅନୁଷ୍ଠିତ ହୋଇଥିଲା । bbox=[1010, 909, 1182, 1221]
article-gurudakshina bbox=[8, 1476, 220, 1758]
banner-line: WELCOMES YOU bbox=[122, 1136, 189, 1148]
article-obituary bbox=[8, 614, 190, 836]
article-dowry bbox=[8, 1764, 220, 2212]
irb-body: ଭୁବନେଶ୍ୱର ଅଫିସ, ୨୮।୭ -ଭୁବନେଶ୍ୱର ଆରକ୍ଷୀ ଲାଇନ ପଡ଼ିଆରେ ଆଇଆରବି (ରହିତ) ଯବାନ ନିଯୁକ୍ତି ପରୀକ୍ଷା ଚାଲିଥିବା ବେଳେ ନକଲି ପରୀକ୍ଷାର୍ଥୀ ଧରାପଡ଼ିବା ଘଟଣା ଘଟିଛି । ଦୌଡ଼ ପରୀକ୍ଷା ସମୟରେ ଜଣେ ପରୀକ୍ଷାର୍ଥୀଙ୍କ ବଦଳରେ ଅନ୍ୟ ଜଣେ ଦୌଡ଼ୁଥିବା ଜଣାପଡ଼ିବା ପରେ ଉଭୟ ନକଲି ସହ ଅସଲି ପରୀକ୍ଷାର୍ଥୀ ଦୌଡ଼ି ପଳାଇଥିଲେ । ଥାନା ପୋଲିସ ଏ ସଂପର୍କରେ ମାମଲା (୮୮/୧୩) ରୁଜୁ କରି ତଦନ୍ତ ଆରମ୍ଭ କରିଛି । ଆଇଆଇସି ଉମାକାନ୍ତ ସୂଚନା ଦେଇଛନ୍ତି । ଏ ସଂପର୍କରେ ଅଧିକାରୀମାନେ କହିଥିଲେ, ଯାଞ୍ଚ ପ୍ରକ୍ରିୟା ଅଧିକ କଡ଼ାକଡ଼ି କରାଯିବ । ପରୀକ୍ଷାର୍ଥୀଙ୍କ ପ୍ରମାଣପତ୍ର ଯାଞ୍ଚ ସମୟରେ ଆଉ କେତେକ ସନ୍ଦିଗ୍ଧ ଚିହ୍ନଟ ହୋଇଥିବା ଜଣାପଡ଼ିଛି । ଘଟଣାକୁ ନେଇ ପରୀକ୍ଷା ପରିଚାଳନା ବ୍ୟବସ୍ଥା ଉପରେ ପ୍ରଶ୍ନବାଚୀ ସୃଷ୍ଟି ହୋଇଛି । ଦୋଷୀଙ୍କ ବିରୋଧରେ ଦୃଢ଼ କାର୍ଯ୍ୟାନୁଷ୍ଠାନ ଗ୍ରହଣ କରାଯିବ ବୋଲି ପୋଲିସ ପକ୍ଷରୁ କୁହାଯାଇଛି । bbox=[1014, 1537, 1500, 1650]
masthead-dateline: ରାୟଗଡ଼ା, ତା୨୯।୭।୨୦୧୩ରିଖ, ସୋମବାର bbox=[14, 6, 264, 23]
